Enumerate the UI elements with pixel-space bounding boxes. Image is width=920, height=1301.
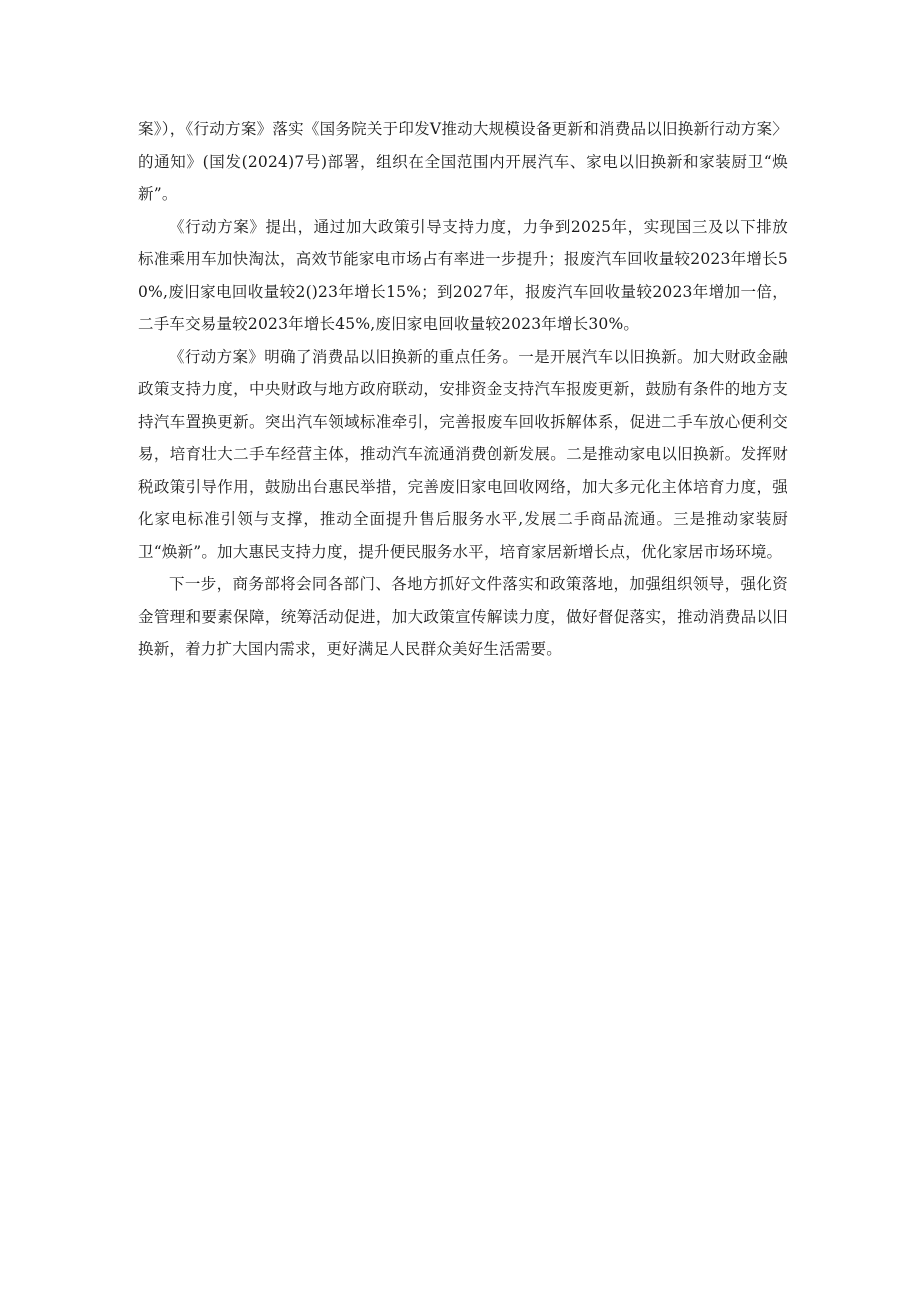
paragraph-key-tasks: 《行动方案》明确了消费品以旧换新的重点任务。一是开展汽车以旧换新。加大财政金融政策支持力度，中央财政与地方政府联动，安排资金支持汽车报废更新，鼓励有条件的地方支持汽车置换更新。突出汽车领域标准牵引，完善报废车回收拆解体系，促进二手车放心便利交易，培育壮大二手车经营主体，推动汽车流通消费创新发展。二是推动家电以旧换新。发挥财税政策引导作用，鼓励出台惠民举措，完善废旧家电回收网络，加大多元化主体培育力度，强化家电标准引领与支撑，推动全面提升售后服务水平,发展二手商品流通。三是推动家装厨卫“焕新”。加大惠民支持力度，提升便民服务水平，培育家居新增长点，优化家居市场环境。 [138,347,788,561]
document-body [138,113,788,666]
paragraph-targets: 《行动方案》提出，通过加大政策引导支持力度，力争到2025年，实现国三及以下排放标准乘用车加快淘汰，高效节能家电市场占有率进一步提升；报废汽车回收量较2023年增长50%,废旧家电回收量较2()23年增长15%；到2027年，报废汽车回收量较2023年增加一倍，二手车交易量较2023年增长45%,废旧家电回收量较2023年增长30%。 [138,217,788,333]
paragraph-next-steps: 下一步，商务部将会同各部门、各地方抓好文件落实和政策落地，加强组织领导，强化资金管理和要素保障，统筹活动促进，加大政策宣传解读力度，做好督促落实，推动消费品以旧换新，着力扩大国内需求，更好满足人民群众美好生活需要。 [138,575,788,658]
paragraph-continuation: 案》），《行动方案》落实《国务院关于印发V推动大规模设备更新和消费品以旧换新行动方案〉的通知》(国发(2024)7号)部署，组织在全国范围内开展汽车、家电以旧换新和家装厨卫“焕新”。 [138,120,788,203]
